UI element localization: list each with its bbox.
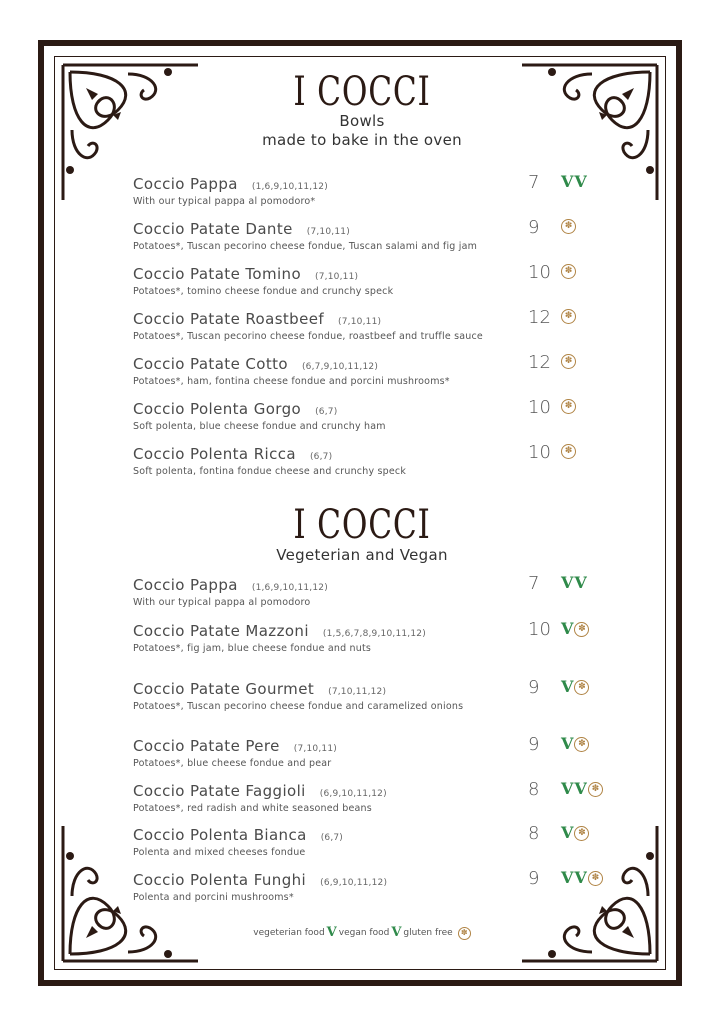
vegan-leaf-icon: V	[574, 779, 587, 798]
menu-item-price: 8	[528, 823, 540, 844]
gluten-free-wheat-icon: ✽	[561, 309, 576, 324]
section2-title: I COCCI	[293, 502, 431, 548]
menu-item-price: 7	[528, 172, 540, 193]
menu-item-name: Coccio Patate Dante	[133, 220, 293, 238]
dietary-icons	[561, 736, 589, 752]
allergen-codes: (6,9,10,11,12)	[319, 789, 387, 799]
menu-item-name: Coccio Patate Tomino	[133, 265, 302, 283]
dietary-icons	[561, 575, 587, 591]
menu-item-price: 7	[528, 573, 540, 594]
menu-item-name: Coccio Patate Pere	[133, 737, 280, 755]
menu-item	[133, 307, 633, 343]
vegetarian-leaf-icon: V	[561, 677, 574, 696]
menu-item-description: With our typical pappa al pomodoro	[133, 597, 311, 608]
gluten-free-wheat-icon: ✽	[574, 737, 589, 752]
section1-subtitle-2: made to bake in the oven	[262, 131, 462, 149]
gluten-free-wheat-icon: ✽	[588, 871, 603, 886]
menu-item-name-line	[133, 400, 633, 421]
allergen-codes: (7,10,11)	[293, 744, 337, 754]
menu-item-price: 10	[528, 619, 551, 640]
menu-item-name: Coccio Patate Faggioli	[133, 782, 306, 800]
menu-item-description: Potatoes*, Tuscan pecorino cheese fondue, roastbeef and truffle sauce	[133, 331, 483, 342]
gluten-free-wheat-icon: ✽	[574, 622, 589, 637]
menu-item	[133, 172, 633, 208]
gluten-free-wheat-icon: ✽	[588, 782, 603, 797]
allergen-codes: (6,7)	[309, 452, 333, 462]
dietary-icons	[561, 679, 589, 695]
gluten-free-wheat-icon: ✽	[458, 927, 471, 940]
menu-item-name: Coccio Polenta Funghi	[133, 871, 307, 889]
dietary-icons	[561, 444, 576, 459]
vegetarian-leaf-icon: V	[561, 619, 574, 638]
section2-subtitle: Vegeterian and Vegan	[276, 546, 448, 564]
gluten-free-wheat-icon: ✽	[561, 219, 576, 234]
menu-item-name-line	[133, 734, 633, 758]
menu-item-description: With our typical pappa al pomodoro*	[133, 196, 316, 207]
menu-item-price: 10	[528, 442, 551, 463]
legend-gluten-free-label: gluten free	[403, 928, 453, 938]
menu-item-name: Coccio Polenta Gorgo	[133, 400, 302, 418]
menu-item-name: Coccio Polenta Ricca	[133, 445, 296, 463]
menu-item-name-line	[133, 355, 633, 376]
menu-item	[133, 262, 633, 298]
dietary-icons	[561, 219, 576, 234]
menu-item-price: 9	[528, 734, 540, 755]
dietary-icons	[561, 781, 603, 797]
menu-item-description: Potatoes*, fig jam, blue cheese fondue and nuts	[133, 643, 372, 654]
allergen-codes: (6,7)	[315, 407, 338, 417]
section1-title: I COCCI	[293, 69, 431, 115]
allergen-codes: (6,7,9,10,11,12)	[301, 362, 379, 372]
dietary-icons	[561, 399, 576, 414]
menu-item-name: Coccio Patate Cotto	[133, 355, 288, 373]
legend-vegetarian-label: vegeterian food	[253, 928, 325, 938]
dietary-icons	[561, 825, 589, 841]
vegan-leaf-icon: V	[574, 868, 587, 887]
vegetarian-leaf-icon: V	[561, 172, 574, 191]
menu-item	[133, 823, 633, 859]
menu-item-name-line	[133, 265, 633, 286]
menu-item-name-line	[133, 779, 633, 803]
gluten-free-wheat-icon: ✽	[561, 444, 576, 459]
menu-item-name-line	[133, 823, 633, 847]
allergen-codes: (7,10,11,12)	[328, 687, 387, 697]
gluten-free-wheat-icon: ✽	[561, 399, 576, 414]
vegetarian-leaf-icon: V	[561, 573, 574, 592]
gluten-free-wheat-icon: ✽	[574, 826, 589, 841]
menu-item-name-line	[133, 573, 633, 597]
allergen-codes: (7,10,11)	[306, 227, 350, 237]
dietary-legend	[0, 925, 724, 941]
menu-item	[133, 779, 633, 815]
menu-item	[133, 734, 633, 770]
vegan-leaf-icon: V	[391, 925, 402, 940]
menu-item-description: Polenta and porcini mushrooms*	[133, 892, 294, 903]
dietary-icons	[561, 309, 576, 324]
dietary-icons	[561, 354, 576, 369]
menu-item-price: 10	[528, 262, 551, 283]
menu-item-description: Polenta and mixed cheeses fondue	[133, 847, 306, 858]
menu-item-description: Potatoes*, tomino cheese fondue and crunchy speck	[133, 286, 394, 297]
menu-item-description: Potatoes*, blue cheese fondue and pear	[133, 758, 332, 769]
section1-header	[0, 69, 724, 115]
menu-item-price: 12	[528, 352, 551, 373]
section2-header	[0, 502, 724, 548]
dietary-icons	[561, 870, 603, 886]
menu-item	[133, 217, 633, 253]
menu-item-price: 12	[528, 307, 551, 328]
vegetarian-leaf-icon: V	[326, 925, 337, 940]
dietary-icons	[561, 174, 587, 190]
gluten-free-wheat-icon: ✽	[561, 354, 576, 369]
vegetarian-leaf-icon: V	[561, 868, 574, 887]
menu-item-price: 9	[528, 868, 540, 889]
menu-item-price: 8	[528, 779, 540, 800]
menu-item	[133, 442, 633, 478]
vegetarian-leaf-icon: V	[561, 823, 574, 842]
menu-item-description: Potatoes*, red radish and white seasoned beans	[133, 803, 372, 814]
dietary-icons	[561, 264, 576, 279]
allergen-codes: (7,10,11)	[315, 272, 359, 282]
menu-item-name-line	[133, 619, 633, 643]
menu-item-name-line	[133, 220, 633, 241]
vegetarian-leaf-icon: V	[561, 734, 574, 753]
allergen-codes: (1,5,6,7,8,9,10,11,12)	[322, 629, 426, 639]
menu-item-price: 9	[528, 677, 540, 698]
menu-item-description: Soft polenta, fontina fondue cheese and crunchy speck	[133, 466, 407, 477]
allergen-codes: (1,6,9,10,11,12)	[251, 583, 328, 593]
menu-item-name-line	[133, 677, 633, 701]
menu-item-description: Potatoes*, Tuscan pecorino cheese fondue and caramelized onions	[133, 701, 464, 712]
vegan-leaf-icon: V	[574, 573, 587, 592]
menu-item-name: Coccio Pappa	[133, 576, 238, 594]
legend-vegan-label: vegan food	[338, 928, 390, 938]
allergen-codes: (7,10,11)	[338, 317, 382, 327]
menu-item	[133, 573, 633, 609]
menu-item-description: Potatoes*, Tuscan pecorino cheese fondue, Tuscan salami and fig jam	[133, 241, 478, 252]
section1-subtitle: Bowls	[339, 112, 385, 130]
menu-item-description: Soft polenta, blue cheese fondue and crunchy ham	[133, 421, 386, 432]
menu-item	[133, 352, 633, 388]
menu-item-name: Coccio Pappa	[133, 175, 238, 193]
menu-item-price: 9	[528, 217, 540, 238]
menu-item-name-line	[133, 868, 633, 892]
allergen-codes: (1,6,9,10,11,12)	[251, 182, 328, 192]
allergen-codes: (6,9,10,11,12)	[320, 878, 388, 888]
menu-item-name: Coccio Patate Mazzoni	[133, 622, 309, 640]
menu-item-name: Coccio Polenta Bianca	[133, 826, 307, 844]
menu-item-name: Coccio Patate Roastbeef	[133, 310, 325, 328]
vegan-leaf-icon: V	[574, 172, 587, 191]
menu-item-price: 10	[528, 397, 551, 418]
vegetarian-leaf-icon: V	[561, 779, 574, 798]
gluten-free-wheat-icon: ✽	[574, 680, 589, 695]
menu-item-name-line	[133, 445, 633, 466]
menu-item	[133, 619, 633, 655]
menu-item	[133, 868, 633, 904]
dietary-icons	[561, 621, 589, 637]
menu-item	[133, 397, 633, 433]
menu-item-description: Potatoes*, ham, fontina cheese fondue and porcini mushrooms*	[133, 376, 450, 387]
menu-item-name-line	[133, 172, 633, 196]
menu-item	[133, 677, 633, 713]
gluten-free-wheat-icon: ✽	[561, 264, 576, 279]
menu-item-name: Coccio Patate Gourmet	[133, 680, 315, 698]
allergen-codes: (6,7)	[320, 833, 344, 843]
menu-item-name-line	[133, 310, 633, 331]
